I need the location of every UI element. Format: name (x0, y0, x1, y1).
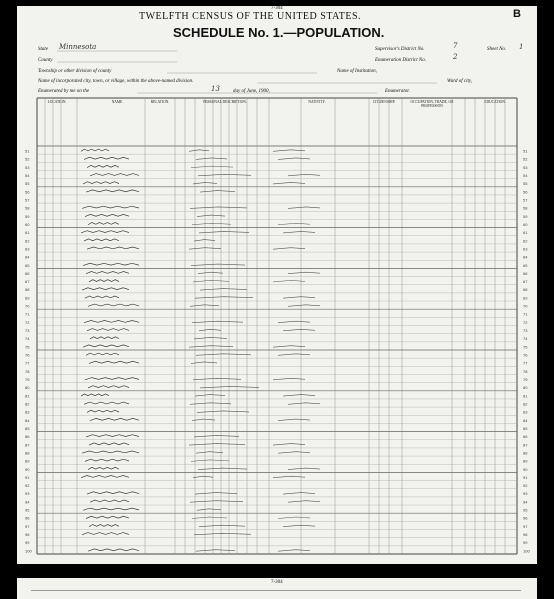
ink-stroke (198, 468, 247, 470)
row-number-left: 82 (25, 401, 30, 407)
row-number-right: 91 (523, 474, 528, 480)
enumeration-label: Enumeration District No. (375, 58, 426, 63)
enumeration-value: 2 (453, 53, 458, 61)
row-number-left: 99 (25, 540, 30, 546)
ink-stroke (87, 410, 119, 412)
ink-stroke (82, 206, 139, 208)
ink-stroke (195, 493, 237, 495)
row-number-left: 86 (25, 434, 30, 440)
ink-stroke (273, 150, 305, 152)
row-number-right: 72 (523, 319, 528, 325)
ink-stroke (86, 272, 129, 274)
row-number-left: 92 (25, 483, 30, 489)
row-number-left: 98 (25, 532, 30, 538)
row-number-left: 53 (25, 164, 30, 170)
row-number-left: 56 (25, 189, 30, 195)
column-group-7: OCCUPATION, TRADE, OR PROFESSION (410, 100, 454, 108)
row-number-right: 89 (523, 458, 528, 464)
row-number-left: 71 (25, 311, 30, 317)
ink-stroke (273, 248, 305, 250)
ink-stroke (193, 476, 213, 478)
ink-stroke (81, 476, 129, 478)
ink-stroke (82, 533, 129, 535)
ink-stroke (87, 247, 139, 249)
ink-stroke (81, 231, 129, 233)
row-number-right: 84 (523, 417, 528, 423)
row-number-left: 83 (25, 409, 30, 415)
row-number-right: 99 (523, 540, 528, 546)
ink-stroke (283, 525, 315, 527)
sheet-letter: B (513, 8, 521, 20)
ink-stroke (278, 223, 310, 225)
ink-stroke (283, 493, 315, 495)
row-number-right: 80 (523, 385, 528, 391)
ink-stroke (196, 452, 223, 454)
ink-stroke (89, 525, 119, 527)
column-group-1: LOCATION. (47, 100, 67, 104)
ink-stroke (82, 288, 129, 290)
ink-stroke (197, 509, 221, 511)
form-number: 7-304 (271, 6, 283, 11)
ink-stroke (90, 174, 139, 176)
row-number-right: 66 (523, 270, 528, 276)
row-number-right: 52 (523, 156, 528, 162)
row-number-right: 60 (523, 221, 528, 227)
row-number-left: 54 (25, 173, 30, 179)
column-group-5: NATIVITY. (308, 100, 326, 104)
row-number-left: 94 (25, 499, 30, 505)
ink-stroke (87, 165, 119, 167)
column-group-6: CITIZENSHIP. (372, 100, 396, 104)
row-number-left: 62 (25, 238, 30, 244)
row-number-left: 60 (25, 221, 30, 227)
ink-stroke (194, 435, 239, 437)
row-number-left: 75 (25, 344, 30, 350)
census-sheet (17, 6, 537, 564)
ink-stroke (198, 272, 223, 274)
row-number-right: 74 (523, 336, 528, 342)
row-number-left: 63 (25, 246, 30, 252)
row-number-left: 61 (25, 230, 30, 236)
ink-stroke (89, 361, 139, 363)
row-number-left: 85 (25, 425, 30, 431)
ink-stroke (88, 386, 129, 388)
ink-stroke (199, 525, 245, 527)
row-number-right: 58 (523, 205, 528, 211)
ink-stroke (189, 346, 233, 348)
ink-stroke (88, 223, 119, 225)
ink-stroke (200, 289, 247, 291)
ink-stroke (90, 500, 129, 502)
row-number-right: 75 (523, 344, 528, 350)
sheet-no-label: Sheet No. (487, 47, 507, 52)
ink-stroke (283, 297, 315, 299)
row-number-right: 73 (523, 328, 528, 334)
ink-stroke (192, 321, 243, 323)
ink-stroke (193, 280, 229, 282)
row-number-right: 53 (523, 164, 528, 170)
row-number-right: 98 (523, 532, 528, 538)
ink-stroke (83, 263, 139, 265)
row-number-left: 66 (25, 270, 30, 276)
ink-stroke (194, 337, 227, 339)
ink-stroke (86, 516, 129, 518)
county-label: County (38, 58, 53, 63)
ink-stroke (84, 239, 119, 241)
ink-stroke (200, 386, 259, 388)
ink-stroke (198, 174, 251, 176)
ward-label: Ward of city, (447, 79, 473, 84)
ink-stroke (288, 501, 320, 503)
day-label: day of June, 1900, (233, 89, 270, 94)
row-number-left: 87 (25, 442, 30, 448)
ink-stroke (86, 190, 139, 192)
ink-stroke (273, 182, 305, 184)
ink-stroke (90, 337, 119, 339)
ink-stroke (288, 207, 320, 209)
row-number-right: 67 (523, 279, 528, 285)
row-number-left: 57 (25, 197, 30, 203)
ink-stroke (195, 395, 225, 397)
ink-stroke (288, 468, 320, 470)
ink-stroke (192, 517, 227, 519)
ink-stroke (191, 460, 229, 462)
row-number-right: 88 (523, 450, 528, 456)
row-number-right: 70 (523, 303, 528, 309)
row-number-right: 54 (523, 173, 528, 179)
row-number-left: 74 (25, 336, 30, 342)
row-number-right: 86 (523, 434, 528, 440)
ink-stroke (85, 459, 129, 461)
row-number-left: 55 (25, 181, 30, 187)
ink-stroke (288, 272, 320, 274)
row-number-left: 52 (25, 156, 30, 162)
ink-stroke (88, 549, 139, 551)
row-number-right: 87 (523, 442, 528, 448)
ink-stroke (87, 329, 129, 331)
next-sheet-form-number: 7-304 (271, 580, 283, 585)
ink-stroke (288, 174, 320, 176)
row-number-right: 76 (523, 352, 528, 358)
institution-label: Name of Institution, (337, 69, 377, 74)
ink-stroke (89, 443, 129, 445)
township-label: Township or other division of county (38, 69, 112, 74)
ink-stroke (288, 403, 320, 405)
ink-stroke (273, 444, 305, 446)
ink-stroke (190, 207, 247, 209)
row-number-left: 80 (25, 385, 30, 391)
state-label: State (38, 47, 48, 52)
row-number-right: 77 (523, 360, 528, 366)
row-number-right: 97 (523, 523, 528, 529)
row-number-right: 96 (523, 515, 528, 521)
row-number-right: 61 (523, 230, 528, 236)
row-number-left: 72 (25, 319, 30, 325)
column-group-4: PERSONAL DESCRIPTION. (203, 100, 247, 104)
date-day-value: 13 (211, 85, 220, 93)
row-number-right: 55 (523, 181, 528, 187)
row-number-left: 65 (25, 262, 30, 268)
state-value: Minnesota (59, 43, 97, 51)
ink-stroke (273, 378, 305, 380)
ink-stroke (196, 354, 251, 356)
row-number-left: 90 (25, 466, 30, 472)
ink-stroke (83, 345, 129, 347)
row-number-left: 73 (25, 328, 30, 334)
row-number-left: 96 (25, 515, 30, 521)
row-number-right: 68 (523, 287, 528, 293)
row-number-right: 51 (523, 148, 528, 154)
ink-stroke (88, 304, 139, 306)
row-number-left: 67 (25, 279, 30, 285)
row-number-left: 100 (25, 548, 32, 554)
row-number-right: 62 (523, 238, 528, 244)
ink-stroke (199, 329, 221, 331)
ink-stroke (273, 280, 305, 282)
row-number-right: 90 (523, 466, 528, 472)
ink-stroke (278, 550, 310, 552)
enumerated-label: Enumerated by me on the (38, 89, 90, 94)
ink-stroke (278, 452, 310, 454)
ink-stroke (278, 419, 310, 421)
ink-stroke (195, 297, 253, 299)
row-number-right: 59 (523, 213, 528, 219)
census-title: TWELFTH CENSUS OF THE UNITED STATES. (139, 11, 362, 22)
row-number-left: 58 (25, 205, 30, 211)
ink-stroke (87, 492, 139, 494)
ink-stroke (273, 476, 305, 478)
ink-stroke (89, 280, 119, 282)
row-number-left: 76 (25, 352, 30, 358)
ink-stroke (194, 533, 251, 535)
ink-stroke (283, 231, 315, 233)
ink-stroke (190, 305, 219, 307)
row-number-right: 69 (523, 295, 528, 301)
row-number-right: 82 (523, 401, 528, 407)
row-number-right: 65 (523, 262, 528, 268)
ink-stroke (190, 501, 243, 503)
schedule-title: SCHEDULE No. 1.—POPULATION. (173, 25, 385, 40)
ink-stroke (200, 191, 235, 193)
supervisor-value: 7 (453, 42, 458, 50)
ink-stroke (189, 444, 245, 446)
row-number-right: 71 (523, 311, 528, 317)
row-number-right: 78 (523, 368, 528, 374)
ink-stroke (82, 451, 139, 453)
row-number-left: 64 (25, 254, 30, 260)
enumerator-label: Enumerator. (385, 89, 410, 94)
row-number-right: 64 (523, 254, 528, 260)
row-number-left: 69 (25, 295, 30, 301)
ink-stroke (196, 158, 227, 160)
ink-stroke (85, 378, 139, 380)
ink-stroke (84, 402, 129, 404)
row-number-right: 57 (523, 197, 528, 203)
row-number-right: 95 (523, 507, 528, 513)
row-number-left: 81 (25, 393, 30, 399)
ink-stroke (85, 296, 119, 298)
ink-stroke (278, 321, 310, 323)
row-number-right: 56 (523, 189, 528, 195)
row-number-left: 79 (25, 377, 30, 383)
row-number-right: 79 (523, 377, 528, 383)
row-number-left: 78 (25, 368, 30, 374)
ink-stroke (81, 149, 109, 151)
ink-stroke (193, 378, 241, 380)
row-number-left: 91 (25, 474, 30, 480)
row-number-right: 100 (523, 548, 530, 554)
ink-stroke (278, 158, 310, 160)
row-number-left: 68 (25, 287, 30, 293)
ink-stroke (85, 214, 129, 216)
ink-stroke (288, 305, 320, 307)
row-number-left: 70 (25, 303, 30, 309)
row-number-left: 59 (25, 213, 30, 219)
ink-stroke (88, 467, 119, 469)
row-number-right: 93 (523, 491, 528, 497)
ink-stroke (83, 508, 139, 510)
ink-stroke (278, 517, 310, 519)
row-number-right: 94 (523, 499, 528, 505)
row-number-left: 88 (25, 450, 30, 456)
incorporated-label: Name of incorporated city, town, or village, within the above-named division. (38, 79, 194, 84)
sheet-no-value: 1 (519, 43, 524, 51)
ink-stroke (194, 240, 215, 242)
row-number-right: 83 (523, 409, 528, 415)
row-number-left: 51 (25, 148, 30, 154)
ink-stroke (84, 321, 139, 323)
ink-stroke (86, 435, 139, 437)
column-group-8: EDUCATION. (484, 100, 506, 104)
supervisor-label: Supervisor's District No. (375, 47, 425, 52)
row-number-left: 77 (25, 360, 30, 366)
row-number-right: 63 (523, 246, 528, 252)
ink-stroke (189, 150, 209, 152)
ink-stroke (86, 353, 119, 355)
column-group-3: RELATION. (150, 100, 170, 104)
row-number-left: 93 (25, 491, 30, 497)
row-number-right: 92 (523, 483, 528, 489)
ink-stroke (190, 403, 231, 405)
ink-stroke (83, 182, 119, 184)
ink-stroke (84, 157, 129, 159)
ink-stroke (199, 231, 249, 233)
ink-stroke (192, 223, 231, 225)
next-sheet-strip (17, 578, 537, 599)
ink-stroke (283, 395, 315, 397)
census-grid (17, 6, 537, 564)
column-group-2: NAME (111, 100, 123, 104)
row-number-right: 85 (523, 425, 528, 431)
ink-stroke (191, 166, 233, 168)
row-number-left: 89 (25, 458, 30, 464)
ink-stroke (81, 394, 109, 396)
ink-stroke (90, 418, 139, 420)
ink-stroke (273, 346, 305, 348)
ink-stroke (283, 329, 315, 331)
row-number-left: 84 (25, 417, 30, 423)
row-number-left: 95 (25, 507, 30, 513)
row-number-left: 97 (25, 523, 30, 529)
ink-stroke (278, 354, 310, 356)
ink-stroke (192, 419, 215, 421)
row-number-right: 81 (523, 393, 528, 399)
